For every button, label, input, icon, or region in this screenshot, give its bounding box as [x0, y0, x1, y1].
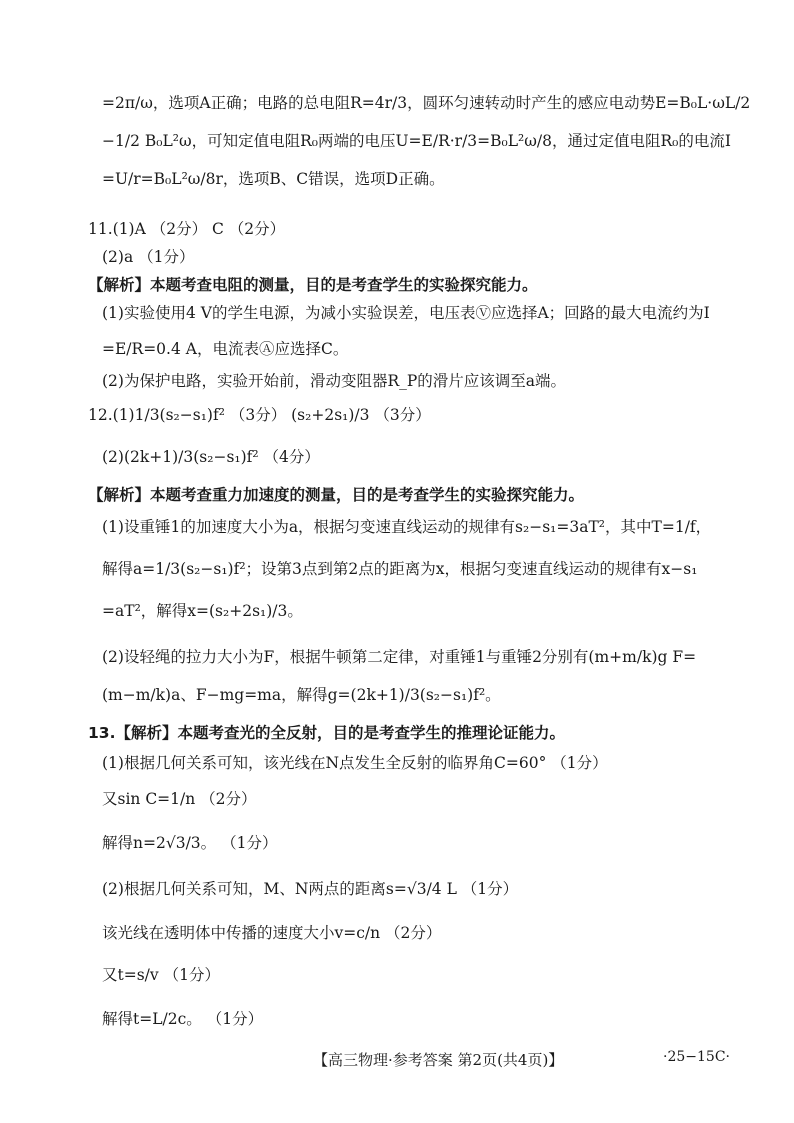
q12-part2-text: (2)(2k+1)/3(s₂−s₁)f² （4分）: [102, 448, 320, 466]
q11-part2-text: (2)a （1分）: [102, 248, 195, 266]
q12-p2a: [102, 646, 696, 668]
q13-l3-text: 解得n=2√3/3。 （1分）: [102, 834, 278, 852]
q11-p1a: [102, 302, 710, 324]
q13-l5: [102, 922, 441, 944]
q12-header-text: 12.(1)1/3(s₂−s₁)f² （3分） (s₂+2s₁)/3 （3分）: [88, 406, 431, 424]
q12-p1c: [102, 600, 303, 622]
q11-header: [88, 218, 285, 240]
q12-p1a: [102, 516, 711, 538]
q12-p2a-text: (2)设轻绳的拉力大小为F，根据牛顿第二定律，对重锤1与重锤2分别有(m+m/k)g F=: [102, 648, 697, 666]
q13-header: [88, 722, 565, 744]
q11-p2: [102, 370, 566, 392]
q11-p1a-text: (1)实验使用4 V的学生电源，为减小实验误差，电压表Ⓥ应选择A；回路的最大电流约为I: [102, 304, 710, 322]
q13-l1-text: (1)根据几何关系可知，该光线在N点发生全反射的临界角C=60° （1分）: [102, 754, 608, 772]
q12-p1b-text: 解得a=1/3(s₂−s₁)f²；设第3点到第2点的距离为x，根据匀变速直线运动的规律有x−s₁: [102, 560, 698, 578]
q12-p1c-text: =aT²，解得x=(s₂+2s₁)/3。: [102, 602, 303, 620]
q12-part2: [102, 446, 320, 468]
q13-l4-text: (2)根据几何关系可知，M、N两点的距离s=√3/4 L （1分）: [102, 880, 519, 898]
q12-p1b: [102, 558, 697, 580]
q10-line-3: [102, 168, 445, 190]
q11-analysis-title: [88, 274, 538, 296]
q13-l5-text: 该光线在透明体中传播的速度大小v=c/n （2分）: [102, 924, 442, 942]
q12-p2b: [102, 684, 501, 706]
q12-header: [88, 404, 431, 426]
q11-analysis-text: 【解析】本题考查电阻的测量，目的是考查学生的实验探究能力。: [88, 276, 538, 294]
q13-l7-text: 解得t=L/2c。 （1分）: [102, 1010, 264, 1028]
q11-p2-text: (2)为保护电路，实验开始前，滑动变阻器R_P的滑片应该调至a端。: [102, 372, 567, 390]
q13-l6-text: 又t=s/v （1分）: [102, 966, 220, 984]
q12-analysis-text: 【解析】本题考查重力加速度的测量，目的是考查学生的实验探究能力。: [88, 486, 585, 504]
q13-l6: [102, 964, 220, 986]
q10-line-2: [102, 130, 731, 152]
q13-l3: [102, 832, 277, 854]
q11-part2: [102, 246, 195, 268]
q13-l4: [102, 878, 518, 900]
q13-l1: [102, 752, 608, 774]
q12-p2b-text: (m−m/k)a、F−mg=ma，解得g=(2k+1)/3(s₂−s₁)f²。: [102, 686, 501, 704]
q10-line-2-text: −1/2 B₀L²ω，可知定值电阻R₀两端的电压U=E/R·r/3=B₀L²ω/8，通过定值电阻R₀的电流I: [102, 132, 732, 150]
q13-l2-text: 又sin C=1/n （2分）: [102, 790, 257, 808]
q13-l7: [102, 1008, 263, 1030]
q13-header-text: 13.【解析】本题考查光的全反射，目的是考查学生的推理论证能力。: [88, 724, 565, 742]
q11-p1b-text: =E/R=0.4 A，电流表Ⓐ应选择C。: [102, 340, 349, 358]
q10-line-3-text: =U/r=B₀L²ω/8r，选项B、C错误，选项D正确。: [102, 170, 445, 188]
footer-code: ·25−15C·: [663, 1049, 730, 1065]
q10-line-1: [102, 92, 750, 114]
q13-l2: [102, 788, 257, 810]
q11-p1b: [102, 338, 348, 360]
q11-header-text: 11.(1)A （2分） C （2分）: [88, 220, 286, 238]
footer-title: 【高三物理·参考答案 第2页(共4页)】: [313, 1051, 564, 1069]
q10-line-1-text: =2π/ω，选项A正确；电路的总电阻R=4r/3，圆环匀速转动时产生的感应电动势E=B₀L·ωL/2: [102, 94, 751, 112]
q12-analysis-title: [88, 484, 584, 506]
q12-p1a-text: (1)设重锤1的加速度大小为a，根据匀变速直线运动的规律有s₂−s₁=3aT²，其中T=1/f，: [102, 518, 712, 536]
